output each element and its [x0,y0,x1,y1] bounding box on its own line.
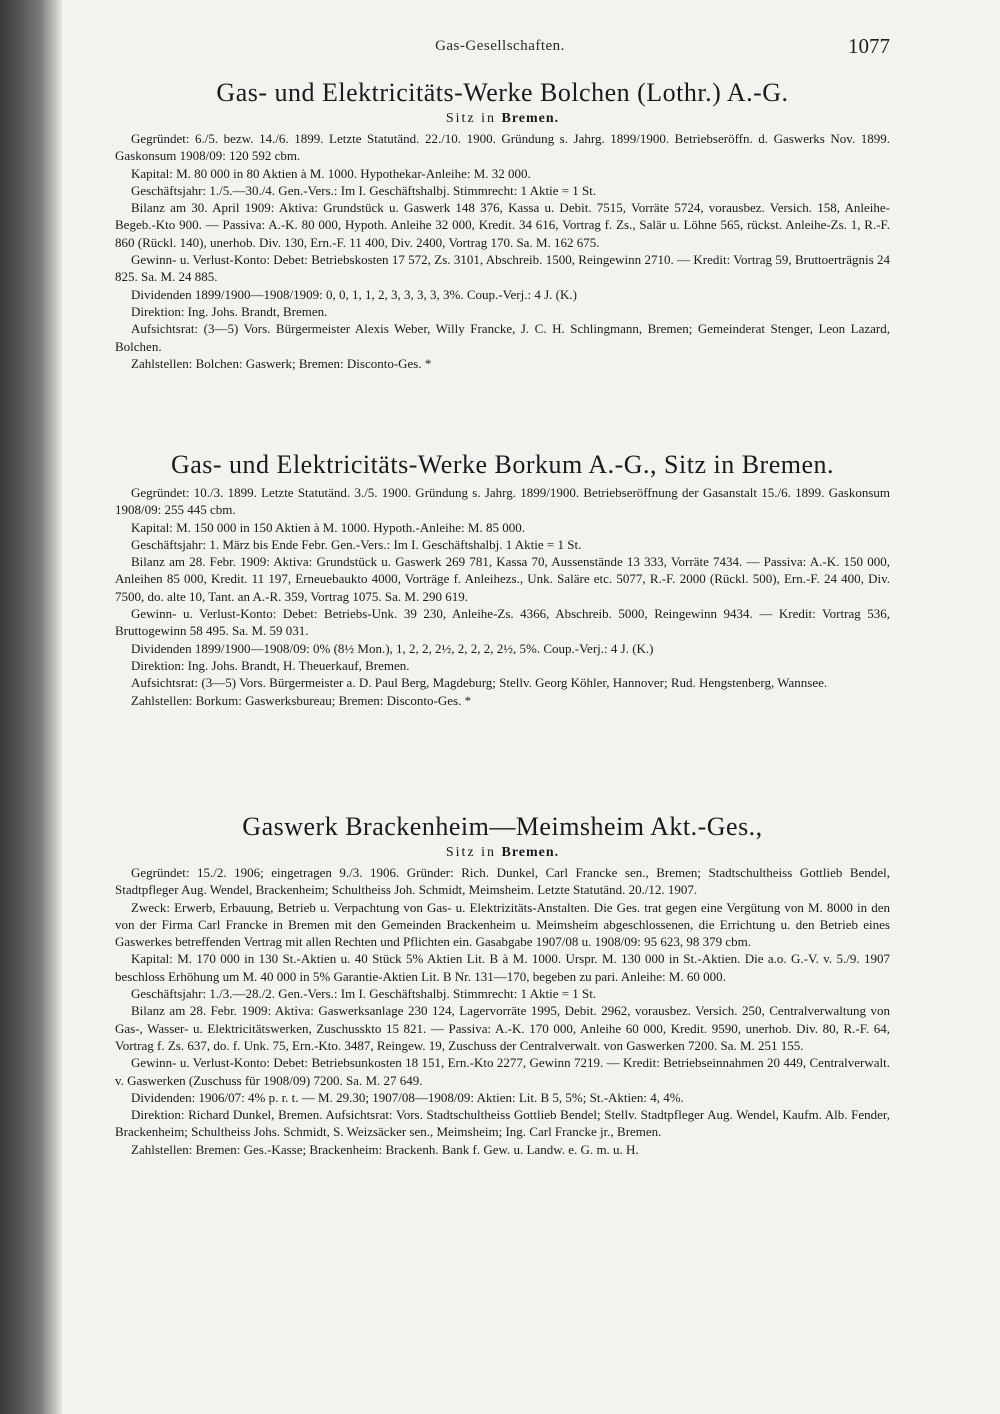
entry-fiscal-year: Geschäftsjahr: 1./3.—28./2. Gen.-Vers.: Im I. Geschäftshalbj. Stimmrecht: 1 Aktie = 1 St. [131,986,597,1002]
page-edge-shadow [0,0,62,1414]
page-number: 1077 [848,34,890,58]
seat-city: Bremen. [501,111,560,126]
company-entry-brackenheim [115,812,890,1158]
seat-prefix: Sitz in [445,845,496,860]
entry-dividends: Dividenden: 1906/07: 4% p. r. t. — M. 29.30; 1907/08—1908/09: Aktien: Lit. B 5, 5%; St.-Aktien: 4, 4%. [131,1089,684,1105]
company-title: Gas- und Elektricitäts-Werke Bolchen (Lothr.) A.-G. [216,78,789,107]
entry-supervisory-board: Aufsichtsrat: (3—5) Vors. Bürgermeister a. D. Paul Berg, Magdeburg; Stellv. Georg Köhler, Hannover; Rud. Hengstenberg, Wannsee. [131,675,828,691]
entry-founded: Gegründet: 6./5. bezw. 14./6. 1899. Letzte Statutänd. 22./10. 1900. Gründung s. Jahrg. 1899/1900. Betriebseröffn. d. Gaswerks Nov. 1899. Gaskonsum 1908/09: 120 592 cbm. [115,131,890,164]
entry-capital: Kapital: M. 150 000 in 150 Aktien à M. 1000. Hypoth.-Anleihe: M. 85 000. [131,519,525,535]
entry-profit-loss: Gewinn- u. Verlust-Konto: Debet: Betriebskosten 17 572, Zs. 3101, Abschreib. 1500, Reingewinn 2710. — Kredit: Vortrag 59, Bruttoerträgnis 24 825. Sa. M. 24 885. [115,252,890,285]
entry-paying-agents: Zahlstellen: Bremen: Ges.-Kasse; Brackenheim: Brackenh. Bank f. Gew. u. Landw. e. G. m. u. H. [131,1141,639,1157]
company-entry-borkum [115,450,890,709]
entry-fiscal-year: Geschäftsjahr: 1./5.—30./4. Gen.-Vers.: Im I. Geschäftshalbj. Stimmrecht: 1 Aktie = 1 St. [131,182,597,198]
entry-fiscal-year: Geschäftsjahr: 1. März bis Ende Febr. Gen.-Vers.: Im I. Geschäftshalbj. 1 Aktie = 1 St. [131,536,582,552]
entry-capital: Kapital: M. 80 000 in 80 Aktien à M. 1000. Hypothekar-Anleihe: M. 32 000. [131,165,531,181]
running-head: Gas-Gesellschaften. [435,38,565,54]
entry-direction-board: Direktion: Richard Dunkel, Bremen. Aufsichtsrat: Vors. Stadtschultheiss Gottlieb Bendel; Stellv. Stadtpfleger Aug. Wendel, Kaufm. Alb. Fender, Brackenheim; Schultheiss Johs. Schmidt, S. Weizsäcker sen., Meimsheim; Ing. Carl Francke jr., Bremen. [115,1107,890,1140]
entry-direction: Direktion: Ing. Johs. Brandt, H. Theuerkauf, Bremen. [131,657,410,673]
entry-balance: Bilanz am 30. April 1909: Aktiva: Grundstück u. Gaswerk 148 376, Kassa u. Debit. 7515, Vorräte 5724, vorausbez. Versich. 158, Anleihe-Begeb.-Kto 900. — Passiva: A.-K. 80 000, Hypoth. Anleihe 32 000, Kredit. 34 616, Vortrag f. Zs., Salär u. Löhne 565, rückst. Anleihe-Zs. 1, R.-F. 860 (Rückl. 140), unerhob. Div. 130, Ern.-F. 11 400, Div. 2400, Vortrag 170. Sa. M. 162 675. [115,200,890,250]
company-seat [115,844,890,861]
adjacent-page-margin [62,0,102,1414]
entry-purpose: Zweck: Erwerb, Erbauung, Betrieb u. Verpachtung von Gas- u. Elektrizitäts-Anstalten. Die Ges. trat gegen eine Vergütung von M. 8000 in den von der Firma Carl Francke in Bremen mit den Gemeinden Brackenheim u. Meimsheim abgeschlossenen, die Errichtung u. den Betrieb eines Gaswerkes betreffenden Vertrag mit allen Rechten und Pflichten ein. Gasabgabe 1907/08 u. 1908/09: 95 623, 98 379 cbm. [115,899,890,950]
entry-balance: Bilanz am 28. Febr. 1909: Aktiva: Grundstück u. Gaswerk 269 781, Kassa 70, Aussenstände 13 333, Vorräte 7434. — Passiva: A.-K. 150 000, Anleihen 85 000, Kredit. 11 197, Erneuebaukto 4000, Vorträge f. Anleihezs., Unk. Saläre etc. 5077, R.-F. 2000 (Rückl. 500), Ern.-F. 24 400, Div. 7500, do. alte 10, Tant. an A.-R. 359, Vortrag 1075. Sa. M. 290 619. [115,554,890,604]
company-seat [115,110,890,127]
entry-capital: Kapital: M. 170 000 in 130 St.-Aktien u. 40 Stück 5% Aktien Lit. B à M. 1000. Urspr. M. 130 000 in St.-Aktien. Die a.o. G.-V. v. 5./9. 1907 beschloss Erhöhung um M. 40 000 in 5% Garantie-Aktien Lit. B Nr. 131—170, begeben zu pari. Anleihe: M. 60 000. [115,951,890,984]
entry-paying-agents: Zahlstellen: Bolchen: Gaswerk; Bremen: Disconto-Ges. * [131,355,432,371]
company-entry-bolchen [115,78,890,372]
entry-paying-agents: Zahlstellen: Borkum: Gaswerksbureau; Bremen: Disconto-Ges. * [131,692,472,708]
entry-balance: Bilanz am 28. Febr. 1909: Aktiva: Gaswerksanlage 230 124, Lagervorräte 1995, Debit. 2962, vorausbez. Versich. 250, Centralverwaltung von Gas-, Wasser- u. Elektricitätswerken, Zuschusskto 15 821. — Passiva: A.-K. 170 000, Anleihe 60 000, Kredit. 9590, unerhob. Div. 80, R.-F. 64, Vortrag f. Zs. 637, do. f. Unk. 75, Ern.-Kto. 3487, Reingew. 19, Zuschuss der Centralverwalt. von Gaswerken 7200. Sa. M. 251 155. [115,1003,890,1053]
company-title: Gaswerk Brackenheim—Meimsheim Akt.-Ges., [242,812,763,841]
entry-profit-loss: Gewinn- u. Verlust-Konto: Debet: Betriebs-Unk. 39 230, Anleihe-Zs. 4366, Abschreib. 5000, Reingewinn 9434. — Kredit: Vortrag 536, Bruttogewinn 58 495. Sa. M. 59 031. [115,606,890,639]
entry-supervisory-board: Aufsichtsrat: (3—5) Vors. Bürgermeister Alexis Weber, Willy Francke, J. C. H. Schlingmann, Bremen; Gemeinderat Stenger, Leon Lazard, Bolchen. [115,321,890,354]
entry-founded: Gegründet: 10./3. 1899. Letzte Statutänd. 3./5. 1900. Gründung s. Jahrg. 1899/1900. Betriebseröffnung der Gasanstalt 15./6. 1899. Gaskonsum 1908/09: 255 445 cbm. [115,485,890,518]
entry-profit-loss: Gewinn- u. Verlust-Konto: Debet: Betriebsunkosten 18 151, Ern.-Kto 2277, Gewinn 7219. — Kredit: Betriebseinnahmen 20 449, Centralverwalt. v. Gaswerken (Zuschuss für 1908/09) 7200. Sa. M. 27 649. [115,1055,890,1088]
seat-city: Bremen. [501,845,560,860]
company-title: Gas- und Elektricitäts-Werke Borkum A.-G., Sitz in Bremen. [170,450,835,479]
seat-prefix: Sitz in [445,111,496,126]
entry-direction: Direktion: Ing. Johs. Brandt, Bremen. [131,303,328,319]
entry-dividends: Dividenden 1899/1900—1908/09: 0% (8½ Mon.), 1, 2, 2, 2½, 2, 2, 2, 2½, 5%. Coup.-Verj.: 4 J. (K.) [131,640,654,656]
entry-dividends: Dividenden 1899/1900—1908/1909: 0, 0, 1, 1, 2, 3, 3, 3, 3, 3%. Coup.-Verj.: 4 J. (K.) [131,286,577,302]
entry-founded: Gegründet: 15./2. 1906; eingetragen 9./3. 1906. Gründer: Rich. Dunkel, Carl Francke sen., Bremen; Stadtschultheiss Gottlieb Bendel, Stadtpfleger Aug. Wendel, Brackenheim; Schultheiss Joh. Schmidt, Meimsheim. Letzte Statutänd. 20./12. 1907. [115,865,890,898]
